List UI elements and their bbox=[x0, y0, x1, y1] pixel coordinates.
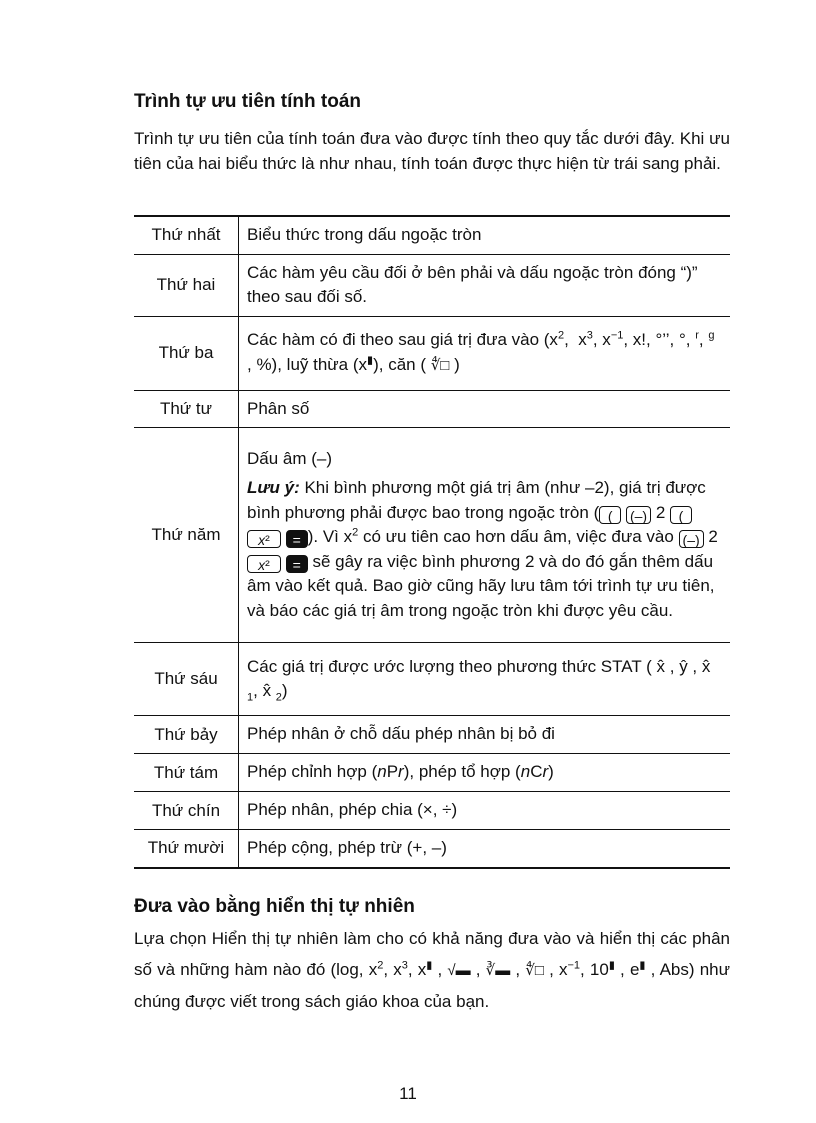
table-row bbox=[134, 428, 730, 643]
rank-cell: Thứ sáu bbox=[134, 643, 239, 716]
rank-cell: Thứ ba bbox=[134, 316, 239, 390]
note-text: Lưu ý: Khi bình phương một giá trị âm (như –2), giá trị được bình phương phải được bao trong ngoặc tròn ( ( (–) 2 ( x² = ). Vì $x^2$ có ưu tiên cao hơn dấu âm, việc đưa vào (–) 2 x² = sẽ gây ra việc bình phương 2 và do đó gắn thêm dấu âm vào kết quả. Bao giờ cũng hãy lưu tâm tới trình tự ưu tiên, và báo các giá trị âm trong ngoặc tròn khi được yêu cầu. bbox=[247, 478, 718, 620]
cube-root-icon: ∛▬ bbox=[485, 962, 511, 979]
negative-sign-text: Dấu âm (–) bbox=[247, 448, 333, 468]
section-title-priority: Trình tự ưu tiên tính toán bbox=[134, 91, 361, 112]
negative-key: (–) bbox=[679, 530, 704, 548]
table-row bbox=[134, 754, 730, 792]
table-row bbox=[134, 792, 730, 830]
natural-display-text: Lựa chọn Hiển thị tự nhiên làm cho có khả năng đưa vào và hiển thị các phân số và những hàm nào đó (log, $x^2$, $x^3$, x▮ , √▬ , ∛▬ , ∜□ , $x^{-1}$, 10▮ , e▮ , Abs) như chúng được viết trong sách giáo khoa của bạn. bbox=[134, 929, 731, 1011]
desc-cell: Phép cộng, phép trừ (+, –) bbox=[247, 838, 447, 857]
table-row bbox=[134, 254, 730, 316]
desc-cell: Các hàm yêu cầu đối ở bên phải và dấu ngoặc tròn đóng “)” theo sau đối số. bbox=[247, 262, 698, 306]
rank-cell: Thứ bảy bbox=[134, 716, 239, 754]
rank-cell: Thứ tư bbox=[134, 390, 239, 428]
rank-cell: Thứ chín bbox=[134, 792, 239, 830]
open-paren-key: ( bbox=[599, 506, 621, 524]
negative-key: (–) bbox=[626, 506, 651, 524]
table-row bbox=[134, 216, 730, 254]
equals-key: = bbox=[286, 530, 308, 548]
table-row bbox=[134, 716, 730, 754]
desc-cell bbox=[239, 428, 731, 643]
square-root-icon: √▬ bbox=[447, 962, 471, 979]
square-key: x² bbox=[247, 555, 281, 573]
nth-root-icon: ∜□ bbox=[430, 356, 450, 374]
nth-root-icon: ∜□ bbox=[525, 962, 544, 979]
rank-cell: Thứ năm bbox=[134, 428, 239, 643]
desc-cell: Các giá trị được ước lượng theo phương thức STAT ( x̂ , ŷ , x̂ $_1$, x̂ $_2$) bbox=[247, 656, 711, 704]
priority-table bbox=[134, 215, 730, 869]
desc-cell: Phép nhân, phép chia (×, ÷) bbox=[247, 800, 458, 820]
table-row bbox=[134, 316, 730, 390]
page-number: 11 bbox=[399, 1084, 417, 1103]
equals-key: = bbox=[286, 555, 308, 573]
priority-intro: Trình tự ưu tiên của tính toán đưa vào được tính theo quy tắc dưới đây. Khi ưu tiên của hai biểu thức là như nhau, tính toán được thực hiện từ trái sang phải. bbox=[134, 129, 730, 173]
desc-cell: Biểu thức trong dấu ngoặc tròn bbox=[247, 225, 482, 244]
desc-cell: Phép chỉnh hợp (nPr), phép tổ hợp (nCr) bbox=[247, 762, 554, 782]
section-title-natural-display: Đưa vào bằng hiển thị tự nhiên bbox=[134, 896, 415, 917]
desc-cell: Phân số bbox=[247, 398, 310, 418]
rank-cell: Thứ hai bbox=[134, 254, 239, 316]
rank-cell: Thứ tám bbox=[134, 754, 239, 792]
rank-cell: Thứ nhất bbox=[134, 216, 239, 254]
desc-cell: Các hàm có đi theo sau giá trị đưa vào ($x^2$, $x^3$, $x^{-1}$, x!, °’’, °, $^r$, $^g$ , %), luỹ thừa (x▮), căn ( ∜□ ) bbox=[239, 316, 731, 390]
open-paren-key: ( bbox=[670, 506, 692, 524]
desc-cell: Phép nhân ở chỗ dấu phép nhân bị bỏ đi bbox=[247, 724, 555, 744]
rank-cell: Thứ mười bbox=[134, 830, 239, 868]
square-key: x² bbox=[247, 530, 281, 548]
table-row bbox=[134, 643, 730, 716]
table-row bbox=[134, 830, 730, 868]
table-row bbox=[134, 390, 730, 428]
